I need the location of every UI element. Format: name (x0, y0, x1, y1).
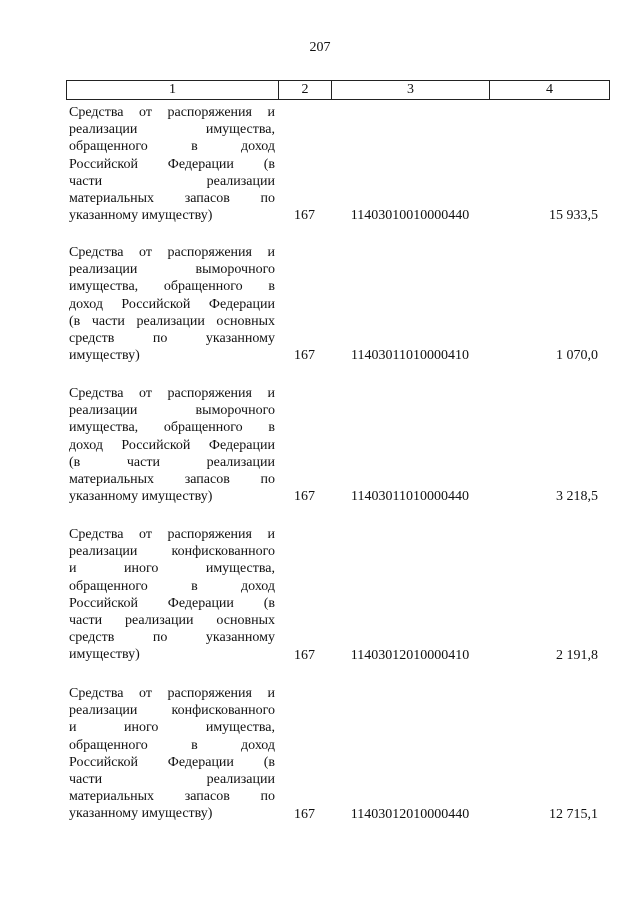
header-cell-1: 1 (67, 81, 279, 99)
table-header (66, 80, 610, 100)
description-line: реализации выморочного (69, 403, 275, 419)
row-code: 167 (294, 806, 315, 822)
row-amount: 2 191,8 (556, 647, 598, 663)
description-line: Средства от распоряжения и (69, 105, 275, 120)
description-line: (в части реализации основных (69, 313, 275, 329)
description-line: указанному имуществу) (69, 208, 213, 224)
description-line: обращенного в доход (69, 139, 275, 155)
description-line: реализации конфискованного (69, 544, 275, 560)
description-line: имущества, обращенного в (69, 420, 275, 436)
row-description (69, 685, 275, 823)
table-row (66, 244, 610, 364)
description-line: доход Российской Федерации (69, 437, 275, 453)
description-line: имуществу) (69, 348, 140, 364)
description-line: материальных запасов по (69, 472, 275, 488)
description-line: Российской Федерации (в (69, 156, 275, 172)
description-line: обращенного в доход (69, 737, 275, 753)
row-amount: 15 933,5 (549, 207, 598, 223)
description-line: Российской Федерации (в (69, 754, 275, 770)
description-line: материальных запасов по (69, 789, 275, 805)
description-line: материальных запасов по (69, 191, 275, 207)
description-line: Средства от распоряжения и (69, 245, 275, 260)
description-line: Российской Федерации (в (69, 595, 275, 611)
description-line: части реализации (69, 173, 275, 189)
description-line: средств по указанному (69, 331, 275, 347)
row-code: 167 (294, 488, 315, 504)
description-line: указанному имуществу) (69, 806, 213, 822)
description-line: и иного имущества, (69, 720, 275, 736)
row-amount: 1 070,0 (556, 347, 598, 363)
description-line: части реализации (69, 772, 275, 788)
page-number: 207 (309, 40, 331, 55)
description-line: имуществу) (69, 647, 140, 663)
description-line: реализации имущества, (69, 122, 275, 138)
table-row (66, 104, 610, 224)
row-kbk: 11403012010000410 (350, 647, 470, 663)
row-kbk: 11403011010000410 (351, 347, 469, 363)
description-line: Средства от распоряжения и (69, 527, 275, 542)
row-code: 167 (294, 647, 315, 663)
header-cell-3: 3 (332, 81, 490, 99)
description-line: реализации конфискованного (69, 703, 275, 719)
table-row (66, 685, 610, 823)
description-line: имущества, обращенного в (69, 279, 275, 295)
description-line: Средства от распоряжения и (69, 686, 275, 701)
description-line: доход Российской Федерации (69, 296, 275, 312)
row-description (69, 244, 275, 364)
description-line: и иного имущества, (69, 561, 275, 577)
table-row (66, 526, 610, 664)
row-kbk: 11403011010000440 (351, 488, 469, 504)
description-line: обращенного в доход (69, 578, 275, 594)
description-line: (в части реализации (69, 454, 275, 470)
row-description (69, 385, 275, 505)
description-line: реализации выморочного (69, 262, 275, 278)
description-line: части реализации основных (69, 613, 275, 629)
row-amount: 12 715,1 (549, 806, 598, 822)
description-line: средств по указанному (69, 630, 275, 646)
row-amount: 3 218,5 (556, 488, 598, 504)
table-row (66, 385, 610, 505)
header-cell-4: 4 (546, 82, 553, 97)
row-kbk: 11403012010000440 (350, 806, 470, 822)
row-code: 167 (294, 207, 315, 223)
description-line: Средства от распоряжения и (69, 386, 275, 401)
row-description (69, 104, 275, 224)
row-description (69, 526, 275, 664)
row-code: 167 (294, 347, 315, 363)
header-cell-2: 2 (279, 81, 332, 99)
description-line: указанному имуществу) (69, 489, 213, 505)
row-kbk: 11403010010000440 (350, 207, 470, 223)
